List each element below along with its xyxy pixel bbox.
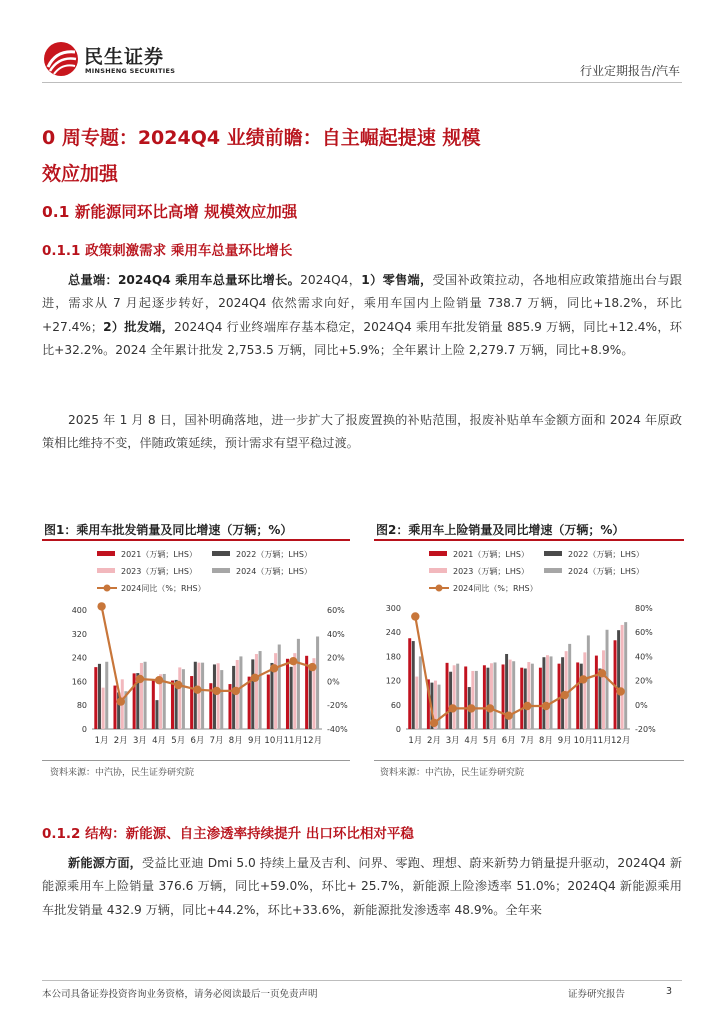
para1-retail-label: 1）零售端， (361, 273, 433, 287)
page-title-line1: 0 周专题：2024Q4 业绩前瞻：自主崛起提速 规模 (42, 127, 481, 149)
bar-1-8 (251, 659, 254, 729)
bar-3-10 (297, 639, 300, 729)
bar-1-0 (412, 641, 415, 729)
legend-label-2: 2023（万辆；LHS） (453, 567, 529, 576)
para1-text2: 受国补政策拉动，各地相应政策措施出台与跟进，需求从 7 月起逐步转好，2024Q4 依然需求向好，乘用车国内上险销量 738.7 万辆，同比+18.2%，环比+27.4%； (42, 273, 682, 334)
bar-1-11 (617, 630, 620, 729)
bar-2-3 (471, 671, 474, 729)
bar-2-2 (453, 665, 456, 729)
yoy-point-1 (117, 697, 125, 705)
para1-text3: 2024Q4 行业终端库存基本稳定，2024Q4 乘用车批发销量 885.9 万辆，同比+12.4%，环比+32.2%。2024 全年累计批发 2,753.5 万辆，同比+5.9%；全年累计上险 2,279.7 万辆，同比+8.9%。 (42, 319, 682, 358)
bar-3-7 (239, 656, 242, 729)
bar-2-7 (546, 655, 549, 729)
yoy-point-1 (430, 719, 438, 727)
y-tick-label: 80 (76, 701, 87, 711)
legend-swatch-1 (212, 551, 230, 556)
yoy-point-6 (212, 687, 220, 695)
x-tick-label: 4月 (152, 736, 167, 746)
bar-3-3 (475, 671, 478, 729)
x-tick-label: 5月 (171, 736, 186, 746)
bar-0-4 (483, 665, 486, 729)
section-heading-01: 0.1 新能源同环比高增 规模效应加强 (42, 203, 298, 221)
para3-lead: 新能源方面， (68, 856, 143, 870)
x-tick-label: 3月 (132, 736, 147, 746)
yoy-point-4 (174, 681, 182, 689)
section-heading-012: 0.1.2 结构：新能源、自主渗透率持续提升 出口环比相对平稳 (42, 826, 414, 842)
y2-tick-label: 0% (327, 677, 340, 687)
bar-1-9 (580, 664, 583, 729)
legend-label-1: 2022（万辆；LHS） (568, 550, 644, 559)
x-tick-label: 12月 (302, 736, 323, 746)
y-tick-label: 180 (385, 652, 401, 662)
y2-tick-label: 20% (327, 653, 345, 663)
chart-wholesale-sales (42, 543, 352, 758)
legend-label-3: 2024（万辆；LHS） (568, 567, 644, 576)
yoy-point-8 (561, 691, 569, 699)
yoy-point-0 (97, 602, 105, 610)
bar-1-10 (598, 669, 601, 730)
bar-3-6 (220, 670, 223, 729)
yoy-point-10 (598, 669, 606, 677)
bar-2-0 (415, 677, 418, 729)
bar-3-5 (201, 663, 204, 729)
bar-0-6 (520, 668, 523, 729)
x-tick-label: 1月 (408, 736, 423, 746)
footer-report-type: 证券研究报告 (568, 989, 626, 1000)
bar-0-9 (267, 675, 270, 729)
legend-swatch-3 (544, 568, 562, 573)
bar-1-7 (542, 657, 545, 729)
y-tick-label: 160 (71, 677, 87, 687)
yoy-point-3 (467, 704, 475, 712)
bar-1-3 (155, 700, 158, 729)
figure2-source-rule (374, 760, 684, 761)
figure2-source: 资料来源：中汽协，民生证券研究院 (380, 768, 525, 778)
para3-text: 受益比亚迪 Dmi 5.0 持续上量及吉利、问界、零跑、理想、蔚来新势力销量提升驱动，2024Q4 新能源乘用车上险销量 376.6 万辆，同比+59.0%，环比+ 25.7%，新能源上险渗透率 51.0%；2024Q4 新能源乘用车批发销量 432.9 万辆，同比+44.2%，环比+33.6%，新能源批发渗透率 48.9%。全年来 (42, 856, 682, 917)
y2-tick-label: 0% (635, 700, 648, 710)
bar-1-0 (98, 664, 101, 729)
bar-2-4 (178, 667, 181, 729)
bar-0-8 (248, 677, 251, 729)
bar-3-7 (550, 656, 553, 729)
yoy-point-5 (193, 686, 201, 694)
bar-2-5 (197, 663, 200, 729)
legend-swatch-1 (544, 551, 562, 556)
yoy-point-11 (617, 687, 625, 695)
figure1-rule (42, 539, 350, 541)
bar-0-7 (539, 668, 542, 729)
bar-2-11 (621, 625, 624, 729)
bar-2-9 (583, 652, 586, 729)
y2-tick-label: 40% (635, 652, 653, 662)
bar-1-2 (449, 672, 452, 729)
yoy-point-10 (289, 657, 297, 665)
yoy-line (102, 606, 313, 701)
paragraph-subsidy: 2025 年 1 月 8 日，国补明确落地，进一步扩大了报废置换的补贴范围，报废补贴单车金额方面和 2024 年原政策相比维持不变，伴随政策延续，预计需求有望平稳过渡。 (42, 413, 682, 451)
legend-swatch-2 (97, 568, 115, 573)
bar-2-10 (602, 650, 605, 729)
bar-2-8 (255, 654, 258, 729)
y2-tick-label: -40% (327, 725, 348, 734)
bar-3-8 (568, 644, 571, 729)
yoy-point-9 (270, 664, 278, 672)
y2-tick-label: 60% (327, 606, 345, 615)
x-tick-label: 6月 (190, 736, 205, 746)
yoy-point-4 (486, 704, 494, 712)
footer-page-number: 3 (666, 986, 673, 997)
bar-0-2 (133, 673, 136, 729)
bar-3-4 (182, 669, 185, 729)
legend-swatch-2 (429, 568, 447, 573)
y-tick-label: 0 (395, 725, 401, 734)
bar-0-5 (502, 664, 505, 729)
bar-3-5 (512, 661, 515, 729)
bar-3-9 (278, 645, 281, 729)
bar-2-0 (102, 688, 105, 729)
legend-swatch-marker (436, 585, 443, 592)
x-tick-label: 3月 (445, 736, 460, 746)
bar-3-6 (531, 664, 534, 729)
bar-1-11 (309, 666, 312, 729)
yoy-point-2 (449, 704, 457, 712)
bar-0-1 (113, 686, 116, 729)
y-tick-label: 60 (390, 700, 401, 710)
bar-0-3 (464, 666, 467, 729)
bar-0-4 (171, 681, 174, 729)
figure1-title: 图1：乘用车批发销量及同比增速（万辆；%） (44, 523, 293, 537)
yoy-point-6 (523, 702, 531, 710)
header-divider (42, 82, 682, 83)
bar-0-10 (286, 659, 289, 729)
yoy-point-0 (411, 612, 419, 620)
paragraph-nev (42, 852, 682, 946)
y2-tick-label: -20% (327, 701, 348, 711)
brand-name-en: MINSHENG SECURITIES (85, 67, 176, 75)
bar-0-10 (595, 656, 598, 729)
y-tick-label: 320 (71, 629, 87, 639)
legend-label-1: 2022（万辆；LHS） (236, 550, 312, 559)
yoy-point-8 (251, 674, 259, 682)
brand-logo-icon (42, 40, 80, 78)
y-tick-label: 400 (71, 606, 87, 615)
y-tick-label: 0 (81, 725, 87, 734)
legend-label-2: 2023（万辆；LHS） (121, 567, 197, 576)
bar-0-0 (94, 667, 97, 729)
bar-0-0 (408, 638, 411, 729)
bar-1-10 (290, 667, 293, 729)
footer-disclaimer: 本公司具备证券投资咨询业务资格，请务必阅读最后一页免责声明 (42, 989, 318, 1000)
x-tick-label: 8月 (228, 736, 243, 746)
x-tick-label: 10月 (264, 736, 284, 746)
bar-3-8 (259, 651, 262, 729)
bar-3-11 (316, 636, 319, 729)
yoy-point-7 (542, 702, 550, 710)
yoy-point-3 (155, 676, 163, 684)
y2-tick-label: 80% (635, 604, 653, 613)
x-tick-label: 9月 (247, 736, 262, 746)
bar-0-9 (576, 662, 579, 729)
x-tick-label: 2月 (113, 736, 128, 746)
x-tick-label: 6月 (501, 736, 516, 746)
bar-1-9 (270, 663, 273, 729)
x-tick-label: 11月 (592, 736, 612, 746)
paragraph-total-volume (42, 269, 682, 363)
figure2-rule (374, 539, 684, 541)
legend-label-4: 2024同比（%；RHS） (121, 584, 206, 593)
bar-2-6 (527, 662, 530, 729)
y2-tick-label: -20% (635, 725, 656, 734)
yoy-point-9 (579, 675, 587, 683)
x-tick-label: 2月 (427, 736, 441, 746)
para1-text1: 2024Q4， (300, 273, 362, 287)
bar-3-9 (587, 635, 590, 729)
footer-divider (42, 980, 682, 981)
legend-label-0: 2021（万辆；LHS） (121, 550, 197, 559)
y-tick-label: 240 (385, 628, 401, 638)
yoy-point-7 (232, 687, 240, 695)
yoy-point-11 (308, 663, 316, 671)
bar-1-5 (194, 662, 197, 729)
y2-tick-label: 40% (327, 629, 345, 639)
bar-3-2 (456, 664, 459, 729)
x-tick-label: 12月 (611, 736, 631, 746)
y2-tick-label: 20% (635, 676, 653, 686)
bar-3-4 (494, 662, 497, 729)
bar-2-4 (490, 663, 493, 729)
bar-0-2 (446, 663, 449, 729)
yoy-point-2 (136, 675, 144, 683)
section-heading-011: 0.1.1 政策刺激需求 乘用车总量环比增长 (42, 243, 293, 259)
x-tick-label: 11月 (283, 736, 303, 746)
legend-label-0: 2021（万辆；LHS） (453, 550, 529, 559)
legend-label-4: 2024同比（%；RHS） (453, 584, 538, 593)
y2-tick-label: 60% (635, 628, 653, 638)
yoy-point-5 (505, 712, 513, 720)
x-tick-label: 7月 (209, 736, 224, 746)
bar-0-8 (558, 664, 561, 729)
bar-2-6 (217, 663, 220, 729)
x-tick-label: 8月 (539, 736, 553, 746)
x-tick-label: 5月 (483, 736, 497, 746)
y-tick-label: 240 (71, 653, 87, 663)
bar-1-6 (524, 669, 527, 730)
bar-3-0 (105, 662, 108, 729)
figure1-source: 资料来源：中汽协，民生证券研究院 (50, 768, 195, 778)
bar-1-4 (486, 668, 489, 729)
para1-wholesale-label: 2）批发端， (103, 319, 175, 334)
x-tick-label: 4月 (464, 736, 479, 746)
legend-swatch-0 (97, 551, 115, 556)
brand-name-cn: 民生证券 (84, 46, 165, 68)
para1-lead: 总量端：2024Q4 乘用车总量环比增长。 (68, 273, 301, 287)
bar-1-7 (232, 666, 235, 729)
x-tick-label: 1月 (94, 736, 109, 746)
y-tick-label: 120 (385, 676, 401, 686)
bar-0-3 (152, 679, 155, 729)
x-tick-label: 9月 (557, 736, 572, 746)
chart-insured-sales (374, 543, 686, 758)
figure2-title: 图2：乘用车上险销量及同比增速（万辆；%） (376, 523, 625, 537)
y-tick-label: 300 (385, 604, 401, 613)
bar-3-2 (144, 662, 147, 729)
figure1-source-rule (42, 760, 350, 761)
report-category: 行业定期报告/汽车 (579, 64, 680, 78)
bar-1-6 (213, 664, 216, 729)
bar-3-11 (624, 622, 627, 729)
legend-swatch-marker (104, 585, 111, 592)
bar-2-2 (140, 663, 143, 729)
x-tick-label: 10月 (573, 736, 593, 746)
page-title-line2: 效应加强 (42, 163, 119, 185)
legend-label-3: 2024（万辆；LHS） (236, 567, 312, 576)
legend-swatch-0 (429, 551, 447, 556)
legend-swatch-3 (212, 568, 230, 573)
bar-3-0 (419, 656, 422, 729)
bar-2-8 (565, 651, 568, 729)
bar-0-5 (190, 676, 193, 729)
x-tick-label: 7月 (520, 736, 535, 746)
